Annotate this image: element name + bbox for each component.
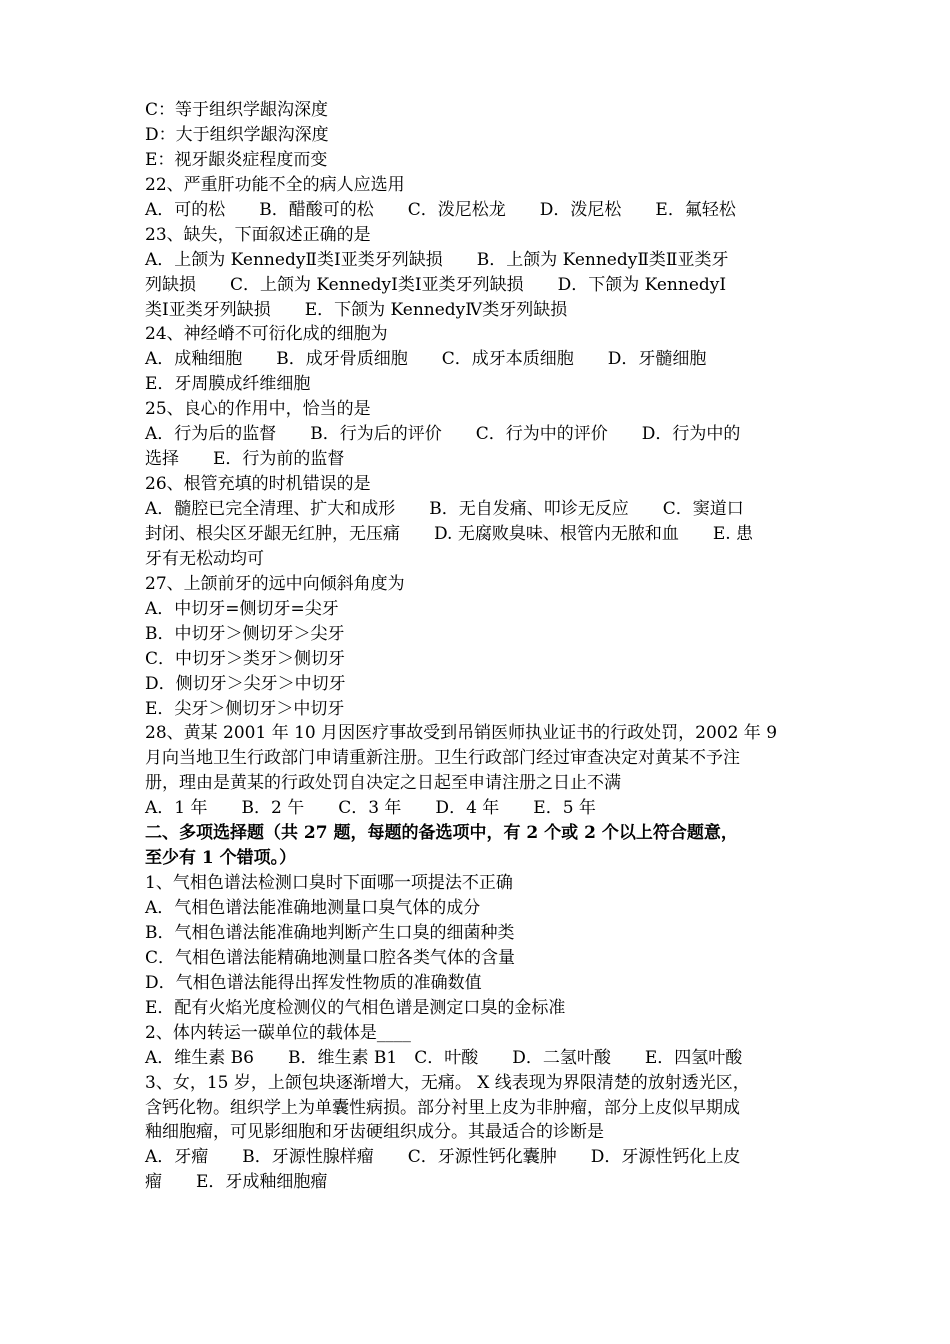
- text-line: A．髓腔已完全清理、扩大和成形 B．无自发痛、叩诊无反应 C．窦道口: [145, 499, 744, 519]
- text-line: 24、神经嵴不可衍化成的细胞为: [145, 324, 388, 345]
- text-line: 23、缺失，下面叙述正确的是: [145, 224, 371, 245]
- text-line: E：视牙龈炎症程度而变: [145, 149, 328, 170]
- text-line: 2、体内转运一碳单位的载体是____: [145, 1022, 411, 1043]
- text-line: A．行为后的监督 B．行为后的评价 C．行为中的评价 D．行为中的: [145, 424, 741, 445]
- text-line: A．成釉细胞 B．成牙骨质细胞 C．成牙本质细胞 D．牙髓细胞: [145, 349, 707, 370]
- text-line: A．可的松 B．醋酸可的松 C．泼尼松龙 D．泼尼松 E．氟轻松: [145, 199, 736, 220]
- text-line: A．牙瘤 B．牙源性腺样瘤 C．牙源性钙化囊肿 D．牙源性钙化上皮: [145, 1147, 741, 1168]
- text-line: 27、上颌前牙的远中向倾斜角度为: [145, 573, 405, 594]
- section-heading-line: 二、多项选择题（共 27 题，每题的备选项中，有 2 个或 2 个以上符合题意，: [145, 823, 738, 844]
- text-line: 牙有无松动均可: [145, 548, 264, 569]
- text-line: B．中切牙＞侧切牙＞尖牙: [145, 623, 345, 644]
- text-line: 釉细胞瘤，可见影细胞和牙齿硬组织成分。其最适合的诊断是: [145, 1122, 604, 1143]
- text-line: A．1 年 B．2 午 C．3 年 D．4 年 E．5 年: [145, 798, 596, 819]
- text-line: B．气相色谱法能准确地判断产生口臭的细菌种类: [145, 922, 515, 943]
- text-line: 瘤 E．牙成釉细胞瘤: [145, 1172, 328, 1193]
- document-page: [145, 98, 807, 1195]
- text-line: 25、良心的作用中，恰当的是: [145, 399, 371, 420]
- text-line: D．气相色谱法能得出挥发性物质的准确数值: [145, 972, 482, 993]
- section-heading-line: 至少有 1 个错项。）: [145, 848, 297, 869]
- text-line: C．中切牙＞类牙＞侧切牙: [145, 648, 346, 669]
- text-line: 册，理由是黄某的行政处罚自决定之日起至申请注册之日止不满: [145, 773, 621, 794]
- text-line: D．侧切牙＞尖牙＞中切牙: [145, 673, 346, 694]
- text-line: A．中切牙=侧切牙=尖牙: [145, 598, 339, 619]
- text-line: C：等于组织学龈沟深度: [145, 100, 329, 120]
- text-line: C．气相色谱法能精确地测量口腔各类气体的含量: [145, 947, 516, 968]
- text-line: 3、女，15 岁，上颌包块逐渐增大，无痛。 X 线表现为界限清楚的放射透光区，: [145, 1072, 750, 1093]
- text-line: 28、黄某 2001 年 10 月因医疗事故受到吊销医师执业证书的行政处罚，2002 年 9: [145, 723, 778, 744]
- text-line: 类Ⅰ亚类牙列缺损 E．下颌为 KennedyⅣ类牙列缺损: [145, 299, 568, 320]
- text-line: 月向当地卫生行政部门申请重新注册。卫生行政部门经过审查决定对黄某不予注: [145, 748, 740, 769]
- text-line: 含钙化物。组织学上为单囊性病损。部分衬里上皮为非肿瘤，部分上皮似早期成: [145, 1097, 740, 1118]
- text-line: 选择 E．行为前的监督: [145, 449, 345, 470]
- text-line: 列缺损 C．上颌为 KennedyⅠ类Ⅰ亚类牙列缺损 D．下颌为 KennedyⅠ: [145, 274, 727, 295]
- text-line: E．配有火焰光度检测仪的气相色谱是测定口臭的金标准: [145, 997, 566, 1018]
- text-line: A．气相色谱法能准确地测量口臭气体的成分: [145, 898, 481, 918]
- text-line: 封闭、根尖区牙龈无红肿，无压痛 D. 无腐败臭味、根管内无脓和血 E. 患: [145, 523, 754, 544]
- text-line: 26、根管充填的时机错误的是: [145, 474, 371, 495]
- text-line: E．尖牙＞侧切牙＞中切牙: [145, 698, 345, 719]
- text-line: 1、气相色谱法检测口臭时下面哪一项提法不正确: [145, 873, 513, 894]
- text-line: A．上颌为 KennedyⅡ类Ⅰ亚类牙列缺损 B．上颌为 KennedyⅡ类Ⅱ亚类牙: [145, 249, 729, 270]
- text-line: A．维生素 B6 B．维生素 B1 C．叶酸 D．二氢叶酸 E．四氢叶酸: [145, 1047, 743, 1068]
- text-line: 22、严重肝功能不全的病人应选用: [145, 174, 405, 195]
- text-line: D：大于组织学龈沟深度: [145, 124, 329, 145]
- text-line: E．牙周膜成纤维细胞: [145, 374, 311, 395]
